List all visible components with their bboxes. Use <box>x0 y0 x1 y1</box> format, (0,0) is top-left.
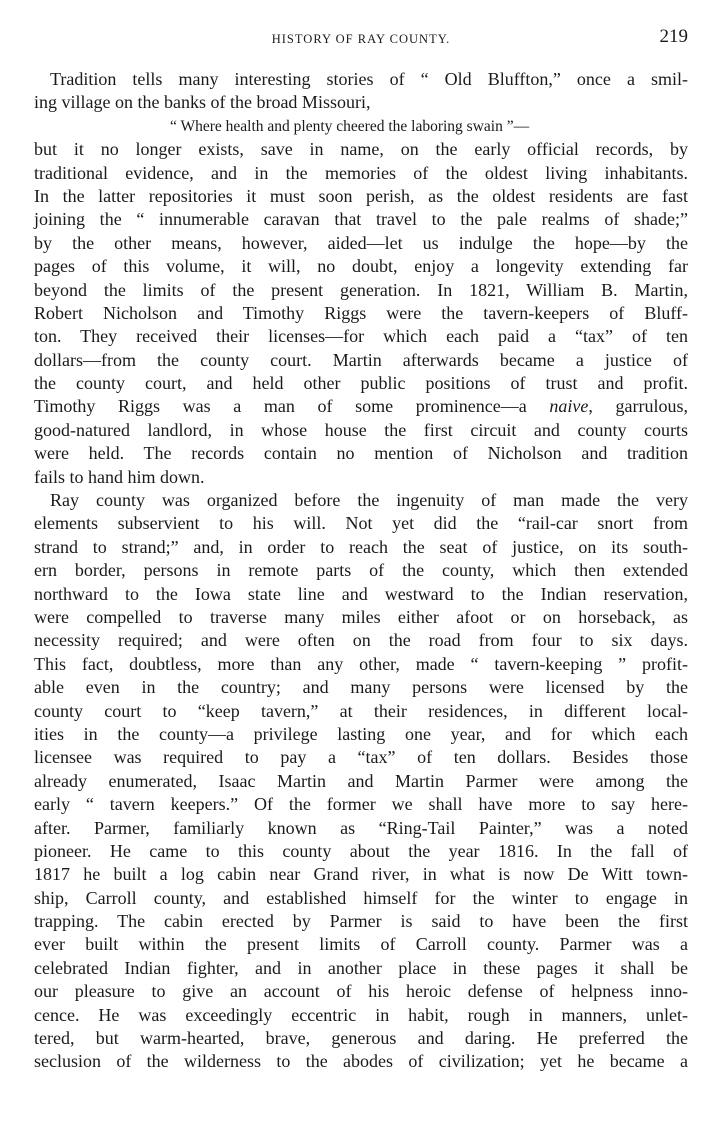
text-line: Tradition tells many interesting stories of “ Old Bluffton,” once a smil- <box>50 69 688 89</box>
text-line: celebrated Indian fighter, and in another place in these pages it shall be <box>34 957 688 978</box>
text-line: joining the “ innumerable caravan that travel to the pale realms of shade;” <box>34 209 688 230</box>
text-line: ing village on the banks of the broad Missouri, <box>34 92 371 113</box>
text-line: ities in the county—a privilege lasting one year, and for which each <box>34 723 688 744</box>
text-line: tered, but warm-hearted, brave, generous and daring. He preferred the <box>34 1028 688 1049</box>
text-line: early “ tavern keepers.” Of the former we shall have more to say here- <box>34 794 688 815</box>
text-line: In the latter repositories it must soon perish, as the oldest residents are fast <box>34 185 688 206</box>
text-line: county court to “keep tavern,” at their residences, in different local- <box>34 700 688 721</box>
text-line: fails to hand him down. <box>34 466 205 487</box>
text-line: Timothy Riggs was a man of some prominence—a naive, garrulous, <box>34 396 688 417</box>
text-line: good-natured landlord, in whose house the first circuit and county courts <box>34 419 688 440</box>
page-header <box>34 26 688 50</box>
text-line: seclusion of the wilderness to the abodes of civilization; yet he became a <box>34 1051 688 1072</box>
text-line: pioneer. He came to this county about the year 1816. In the fall of <box>34 840 688 861</box>
italic-word: naive <box>549 396 589 417</box>
text-line: northward to the Iowa state line and westward to the Indian reservation, <box>34 583 688 604</box>
text-line: beyond the limits of the present generation. In 1821, William B. Martin, <box>34 279 688 300</box>
running-title: HISTORY OF RAY COUNTY. <box>271 32 451 46</box>
text-line: by the other means, however, aided—let us indulge the hope—by the <box>34 232 688 253</box>
text-line: traditional evidence, and in the memories of the oldest living inhabitants. <box>34 162 688 183</box>
text-line: were compelled to traverse many miles either afoot or on horseback, as <box>34 606 688 627</box>
text-line: licensee was required to pay a “tax” of ten dollars. Besides those <box>34 747 688 768</box>
page-body <box>34 68 688 1074</box>
text-line: necessity required; and were often on the road from four to six days. <box>34 630 688 651</box>
text-line: but it no longer exists, save in name, on the early official records, by <box>34 139 688 160</box>
text-line: ship, Carroll county, and established himself for the winter to engage in <box>34 887 688 908</box>
text-line: 1817 he built a log cabin near Grand river, in what is now De Witt town- <box>34 864 688 885</box>
text-line: Robert Nicholson and Timothy Riggs were the tavern-keepers of Bluff- <box>34 302 688 323</box>
text-line: strand to strand;” and, in order to reach the seat of justice, on its south- <box>34 536 688 557</box>
text-line: This fact, doubtless, more than any other, made “ tavern-keeping ” profit- <box>34 653 688 674</box>
text-line: trapping. The cabin erected by Parmer is said to have been the first <box>34 911 688 932</box>
text-line: ever built within the present limits of Carroll county. Parmer was a <box>34 934 688 955</box>
text-line: ton. They received their licenses—for which each paid a “tax” of ten <box>34 326 688 347</box>
text-line: Ray county was organized before the ingenuity of man made the very <box>50 490 688 511</box>
text-line: our pleasure to give an account of his heroic defense of helpness inno- <box>34 981 688 1002</box>
text-line: able even in the country; and many persons were licensed by the <box>34 677 688 698</box>
text-line: elements subservient to his will. Not yet did the “rail-car snort from <box>34 513 688 534</box>
text-line: the county court, and held other public positions of trust and profit. <box>34 373 688 394</box>
text-line: cence. He was exceedingly eccentric in habit, rough in manners, unlet- <box>34 1004 688 1025</box>
verse-quote-line: “ Where health and plenty cheered the laboring swain ”— <box>170 117 530 135</box>
text-line: pages of this volume, it will, no doubt, enjoy a longevity extending far <box>34 256 688 277</box>
text-line: ern border, persons in remote parts of the county, which then extended <box>34 560 688 581</box>
page-number: 219 <box>659 26 688 47</box>
text-line: dollars—from the county court. Martin afterwards became a justice of <box>34 349 688 370</box>
text-line: after. Parmer, familiarly known as “Ring-Tail Painter,” was a noted <box>34 817 688 838</box>
text-line: were held. The records contain no mention of Nicholson and tradition <box>34 443 688 464</box>
text-line: already enumerated, Isaac Martin and Martin Parmer were among the <box>34 770 688 791</box>
